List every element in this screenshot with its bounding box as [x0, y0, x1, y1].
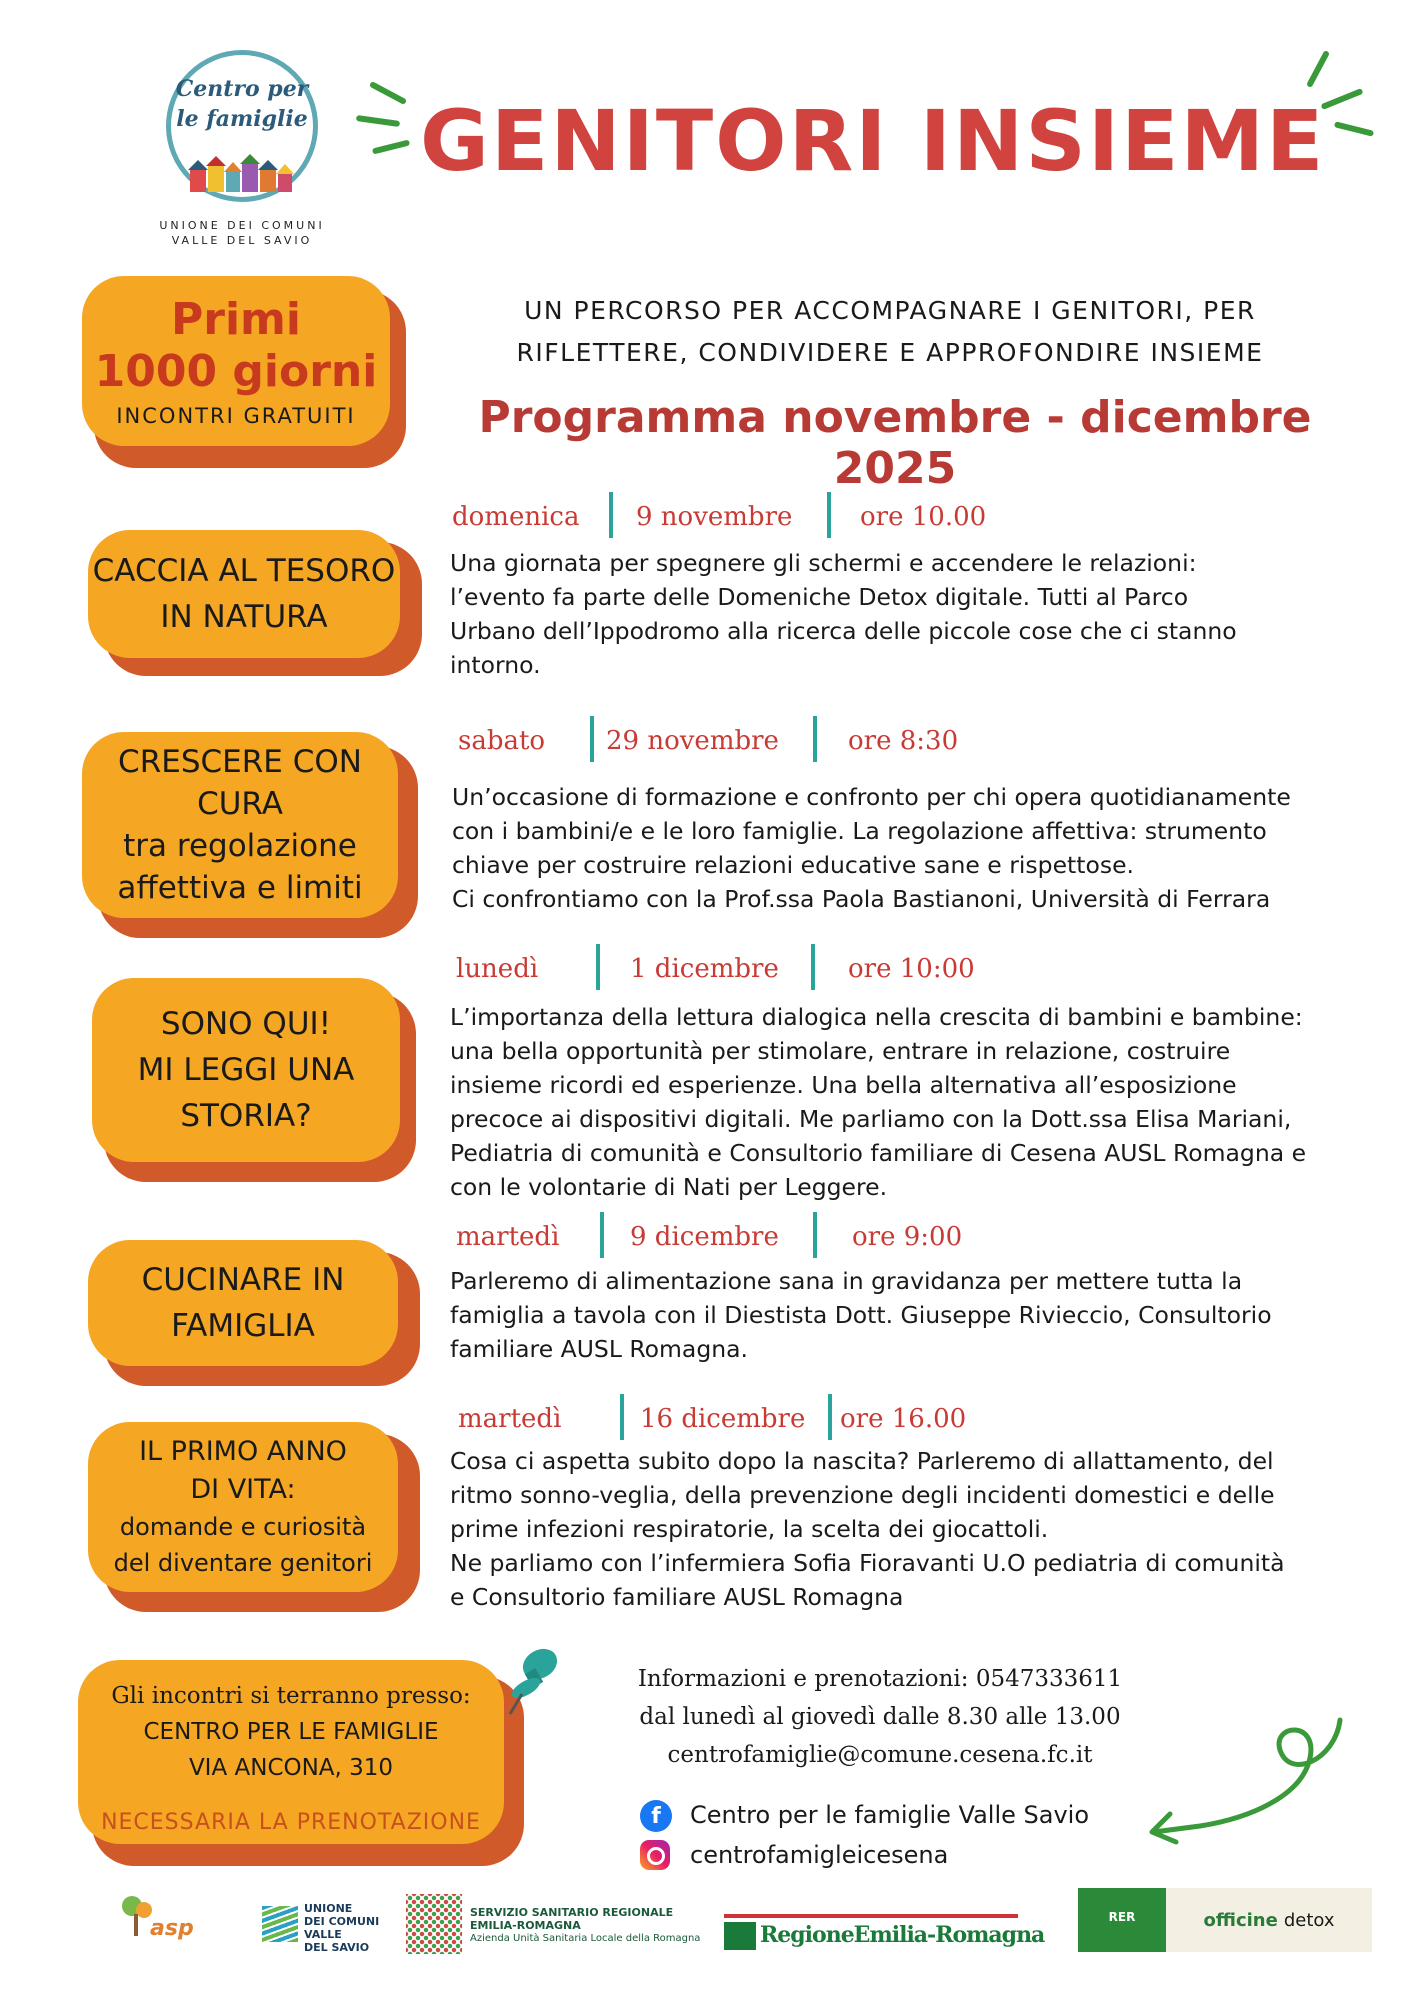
regione-icon [724, 1922, 756, 1950]
event-time: ore 10.00 [860, 502, 987, 532]
event-day: martedì [458, 1404, 562, 1434]
rer-logo: RER [1078, 1888, 1166, 1952]
ssr-dots-icon [406, 1894, 462, 1954]
separator [609, 492, 613, 538]
separator [828, 1394, 832, 1440]
event-description: Cosa ci aspetta subito dopo la nascita? Parleremo di allattamento, del ritmo sonno-veglia, della prevenzione degli incidenti domestici e delle prime infezioni respiratorie, la scelta dei giocattoli. Ne parliamo con l’infermiera Sofia Fioravanti U.O pediatria di comunità e Consultorio familiare AUSL Romagna [450, 1447, 1285, 1611]
asp-logo: asp [110, 1890, 220, 1950]
programma-heading: Programma novembre - dicembre 2025 [478, 392, 1312, 494]
event-date: 1 dicembre [630, 954, 779, 984]
unione-comuni-logo: UNIONE DEI COMUNI VALLE DEL SAVIO [262, 1900, 392, 1950]
page-title: GENITORI INSIEME [420, 92, 1326, 190]
location-box: Gli incontri si terranno presso: CENTRO PER LE FAMIGLIE VIA ANCONA, 310 NECESSARIA LA PRENOTAZIONE [78, 1660, 504, 1844]
event-time: ore 10:00 [848, 954, 975, 984]
info-block: Informazioni e prenotazioni: 0547333611 dal lunedì al giovedì dalle 8.30 alle 13.00 centrofamiglie@comune.cesena.fc.it [600, 1660, 1160, 1774]
houses-icon [186, 150, 298, 196]
facebook-link[interactable]: Centro per le famiglie Valle Savio [690, 1801, 1090, 1829]
event-description: Parleremo di alimentazione sana in gravidanza per mettere tutta la famiglia a tavola con il Diestista Dott. Giuseppe Rivieccio, Consultorio familiare AUSL Romagna. [450, 1267, 1272, 1363]
separator [813, 716, 817, 762]
event-title-box: CUCINARE IN FAMIGLIA [88, 1240, 398, 1366]
event-title-box: CACCIA AL TESORO IN NATURA [88, 530, 400, 658]
event-date: 29 novembre [606, 726, 779, 756]
decor-dash [372, 139, 410, 154]
hero-box: Primi 1000 giorni INCONTRI GRATUITI [82, 276, 390, 446]
spiral-arrow-icon [1140, 1700, 1350, 1850]
separator [811, 944, 815, 990]
unione-icon [262, 1906, 298, 1942]
regione-logo: RegioneEmilia-Romagna [724, 1914, 1018, 1958]
separator [590, 716, 594, 762]
separator [620, 1394, 624, 1440]
event-time: ore 9:00 [852, 1222, 963, 1252]
instagram-link[interactable]: centrofamigleicesena [690, 1841, 949, 1869]
separator [600, 1212, 604, 1258]
intro-text: UN PERCORSO PER ACCOMPAGNARE I GENITORI, PER RIFLETTERE, CONDIVIDERE E APPROFONDIRE INSIEME [516, 296, 1264, 367]
event-description: L’importanza della lettura dialogica nella crescita di bambini e bambine: una bella opportunità per stimolare, entrare in relazione, costruire insieme ricordi ed esperienze. Una bella alternativa all’esposizione precoce ai dispositivi digitali. Me parliamo con la Dott.ssa Elisa Mariani, Pediatria di comunità e Consultorio familiare di Cesena AUSL Romagna e con le volontarie di Nati per Leggere. [450, 1003, 1307, 1201]
event-day: lunedì [456, 954, 539, 984]
decor-dash [1320, 88, 1363, 110]
decor-dash [1334, 121, 1374, 136]
event-description: Una giornata per spegnere gli schermi e accendere le relazioni: l’evento fa parte delle Domeniche Detox digitale. Tutti al Parco Urbano dell’Ippodromo alla ricerca delle piccole cose che ci stanno intorno. [450, 549, 1237, 679]
event-description: Un’occasione di formazione e confronto per chi opera quotidianamente con i bambini/e e le loro famiglie. La regolazione affettiva: strumento chiave per costruire relazioni educative sane e rispettose. Ci confrontiamo con la Prof.ssa Paola Bastianoni, Università di Ferrara [452, 783, 1291, 913]
event-title-box: CRESCERE CON CURA tra regolazione affettiva e limiti [82, 732, 398, 918]
event-day: sabato [458, 726, 546, 756]
event-time: ore 8:30 [848, 726, 959, 756]
decor-dash [369, 81, 407, 105]
event-date: 9 dicembre [630, 1222, 779, 1252]
logo-subtitle: UNIONE DEI COMUNI VALLE DEL SAVIO [159, 219, 325, 247]
pushpin-icon [500, 1640, 570, 1720]
decor-dash [1306, 50, 1330, 88]
email-link[interactable]: centrofamiglie@comune.cesena.fc.it [667, 1742, 1093, 1768]
event-title-box: IL PRIMO ANNO DI VITA: domande e curiosità del diventare genitori [88, 1422, 398, 1592]
event-date: 9 novembre [636, 502, 793, 532]
instagram-icon[interactable] [640, 1840, 670, 1870]
officine-detox-logo: officine detox [1166, 1888, 1372, 1952]
event-time: ore 16.00 [840, 1404, 967, 1434]
event-day: domenica [452, 502, 580, 532]
facebook-icon[interactable]: f [640, 1800, 672, 1832]
separator [596, 944, 600, 990]
event-date: 16 dicembre [640, 1404, 806, 1434]
separator [813, 1212, 817, 1258]
logo-text: Centro per le famiglie [175, 76, 309, 132]
separator [827, 492, 831, 538]
ssr-logo: SERVIZIO SANITARIO REGIONALE EMILIA-ROMAGNA Azienda Unità Sanitaria Locale della Romagna [406, 1894, 686, 1960]
decor-dash [356, 115, 400, 127]
event-day: martedì [456, 1222, 560, 1252]
event-title-box: SONO QUI! MI LEGGI UNA STORIA? [92, 978, 400, 1162]
